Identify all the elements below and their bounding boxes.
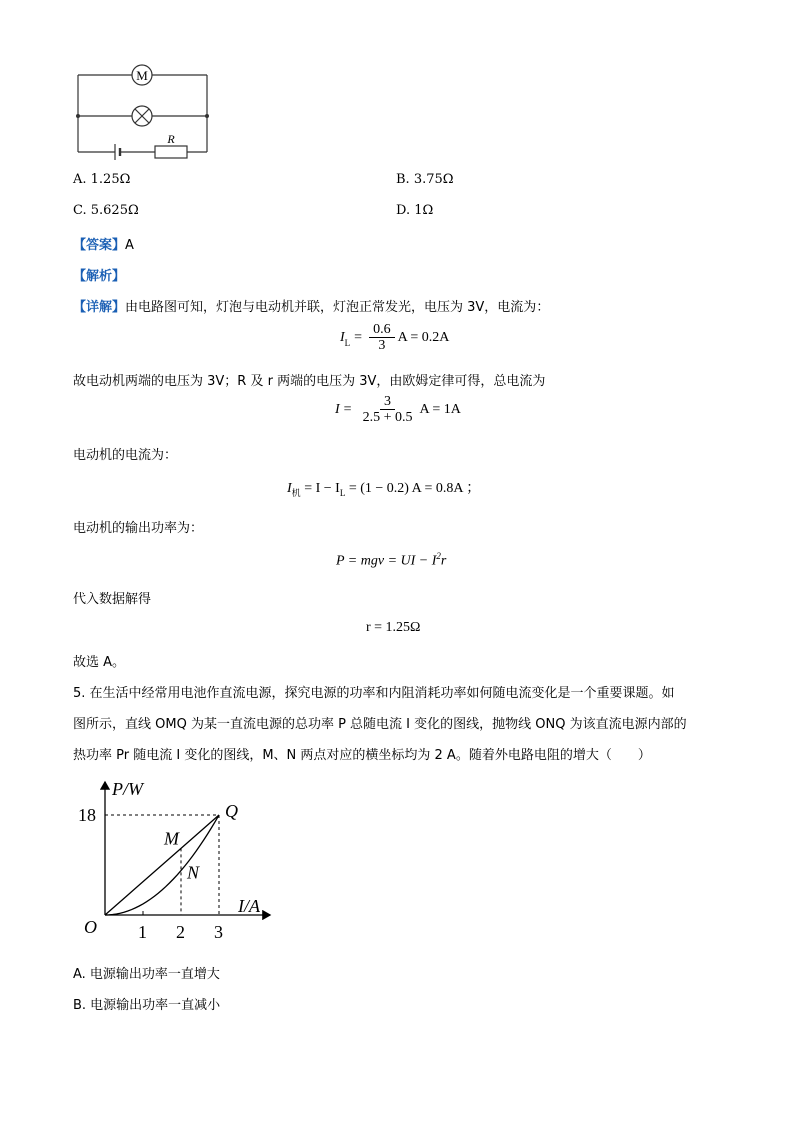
point-label-m: M	[164, 828, 179, 849]
equation-5: r = 1.25Ω	[366, 620, 421, 635]
circuit-diagram	[70, 60, 220, 160]
equation-3	[287, 477, 480, 499]
y-tick-label: 18	[78, 805, 96, 825]
line-3: 电动机的电流为：	[73, 448, 178, 463]
eq4-tail: r	[440, 553, 447, 569]
line-2: 故电动机两端的电压为 3V；R 及 r 两端的电压为 3V，由欧姆定律可得，总电流为	[73, 374, 546, 389]
eq1-lhs-sub: L	[344, 337, 351, 348]
x-tick-label: 2	[176, 922, 185, 942]
equation-1: I $_L$ = $\frac{0.6}{3}$ A = 0.2A	[340, 322, 450, 353]
eq2-rhs: A = 1A	[419, 401, 461, 417]
eq2-den: 2.5 + 0.5	[362, 410, 413, 425]
eq1-den: 3	[378, 338, 386, 353]
q4-option-a: A. 1.25Ω	[73, 172, 131, 187]
answer-value: A	[125, 238, 134, 253]
q4-option-d: D. 1Ω	[396, 203, 434, 218]
eq3-tail: = (1 − 0.2) A = 0.8A ；	[348, 481, 481, 496]
q4-option-c: C. 5.625Ω	[73, 203, 139, 218]
detail-text: 由电路图可知，灯泡与电动机并联，灯泡正常发光，电压为 3V，电流为：	[125, 300, 550, 315]
equation-4	[336, 551, 446, 570]
eq3-lhs: I	[287, 481, 292, 496]
detail-line	[73, 296, 549, 315]
conclusion: 故选 A。	[73, 655, 126, 670]
q5-option-a: A. 电源输出功率一直增大	[73, 967, 220, 982]
q5-line-1: 5. 在生活中经常用电池作直流电源，探究电源的功率和内阻消耗功率如何随电流变化是一个重要课题。如	[73, 686, 675, 701]
x-tick-label: 1	[138, 922, 147, 942]
eq2-num: 3	[380, 394, 395, 410]
motor-label: M	[136, 68, 148, 83]
eq2-lhs: I	[335, 401, 340, 417]
eq1-num: 0.6	[369, 322, 395, 338]
point-label-n: N	[187, 862, 200, 883]
line-4: 电动机的输出功率为：	[73, 521, 204, 536]
analysis-tag: 【解析】	[73, 269, 126, 284]
q4-option-b: B. 3.75Ω	[396, 172, 454, 187]
eq3-rhs: = I − I	[304, 481, 340, 496]
q5-option-b: B. 电源输出功率一直减小	[73, 998, 221, 1013]
answer-line	[73, 234, 134, 253]
eq4-sup: 2	[436, 551, 441, 561]
point-label-q: Q	[225, 801, 238, 821]
resistor-label: R	[167, 132, 175, 146]
line-5: 代入数据解得	[73, 592, 152, 607]
eq3-lhs-sub: 机	[291, 487, 301, 498]
x-tick-label: 3	[214, 922, 223, 942]
origin-label: O	[84, 917, 97, 937]
y-axis-label: P/W	[112, 779, 143, 799]
answer-tag: 【答案】	[73, 238, 126, 253]
q5-line-3: 热功率 Pr 随电流 I 变化的图线，M、N 两点对应的横坐标均为 2 A。随着外电路电阻的增大（ ）	[73, 748, 651, 763]
eq4-text: P = mgv = UI − I	[336, 553, 437, 569]
x-axis-label: I/A	[238, 896, 260, 916]
eq1-rhs: A = 0.2A	[397, 329, 450, 345]
detail-tag: 【详解】	[73, 300, 126, 315]
series-omq-line	[105, 815, 219, 915]
power-current-chart	[70, 770, 280, 945]
q5-line-2: 图所示，直线 OMQ 为某一直流电源的总功率 P 总随电流 I 变化的图线，抛物线 ONQ 为该直流电源内部的	[73, 717, 687, 732]
eq1-lhs: I	[340, 329, 345, 345]
equation-2: I = $\frac{3}{2.5 + 0.5}$ A = 1A	[335, 394, 461, 425]
eq3-rhs-sub: L	[339, 487, 346, 498]
